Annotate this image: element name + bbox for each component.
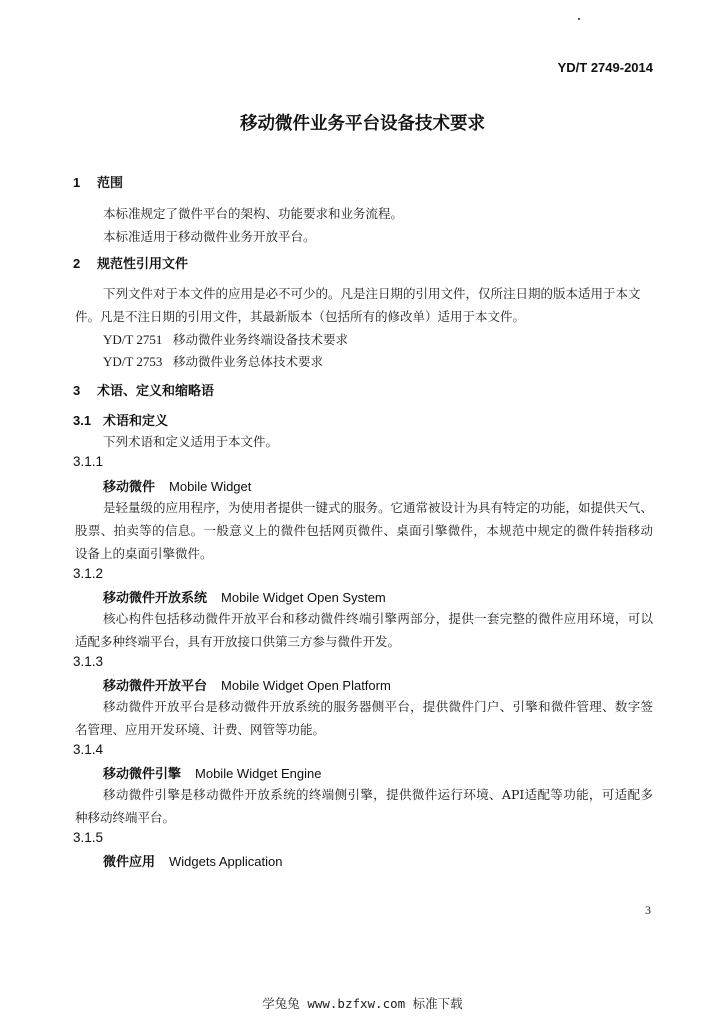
paragraph-line: 移动微件开放平台是移动微件开放系统的服务器侧平台，提供微件门户、引擎和微件管理、数字签 (103, 699, 653, 714)
paragraph-line: 是轻量级的应用程序，为使用者提供一键式的服务。它通常被设计为具有特定的功能，如提供天气、 (103, 500, 654, 515)
clause-number: 3.1.1 (73, 454, 104, 469)
page-number: 3 (645, 903, 651, 917)
reference-code: YD/T 2751 (103, 332, 163, 347)
reference-title: 移动微件业务总体技术要求 (173, 354, 324, 369)
term-en: Mobile Widget Open System (221, 590, 386, 605)
paragraph-line: 移动微件引擎是移动微件开放系统的终端侧引擎，提供微件运行环境、API适配等功能，可适配多 (103, 787, 653, 802)
reference-item (103, 352, 323, 370)
section-number: 3 (73, 383, 81, 398)
term-en: Mobile Widget Engine (195, 766, 322, 781)
term-en: Mobile Widget (169, 479, 252, 494)
term-en: Mobile Widget Open Platform (221, 678, 391, 693)
paragraph-line: 件。凡是不注日期的引用文件，其最新版本（包括所有的修改单）适用于本文件。 (75, 309, 526, 324)
reference-title: 移动微件业务终端设备技术要求 (173, 332, 349, 347)
subsection-title: 术语和定义 (103, 414, 169, 429)
paragraph-line: 适配多种终端平台，具有开放接口供第三方参与微件开发。 (75, 634, 401, 649)
paragraph-line: 名管理、应用开发环境、计费、网管等功能。 (75, 722, 326, 737)
document-title: 移动微件业务平台设备技术要求 (240, 114, 485, 134)
paragraph-line: 股票、拍卖等的信息。一般意义上的微件包括网页微件、桌面引擎微件，本规范中规定的微件转指移动 (75, 523, 653, 538)
section-title: 术语、定义和缩略语 (97, 384, 215, 399)
term-en: Widgets Application (169, 854, 283, 869)
term-zh: 移动微件 (103, 480, 156, 495)
subsection-3-1-heading (73, 410, 168, 429)
clause-number: 3.1.4 (73, 742, 104, 757)
term-heading (103, 587, 386, 606)
clause-number: 3.1.5 (73, 830, 104, 845)
standard-number: YD/T 2749-2014 (557, 60, 653, 75)
paragraph-line: 设备上的桌面引擎微件。 (75, 546, 213, 561)
section-title: 范围 (97, 176, 124, 191)
clause-number: 3.1.3 (73, 654, 104, 669)
footer-watermark: 学兔兔 www.bzfxw.com 标准下载 (262, 996, 463, 1011)
section-title: 规范性引用文件 (97, 257, 189, 272)
term-heading (103, 476, 251, 495)
paragraph-line: 本标准适用于移动微件业务开放平台。 (103, 229, 316, 244)
term-heading (103, 763, 321, 782)
paragraph-line: 种移动终端平台。 (75, 810, 176, 825)
term-heading (103, 675, 391, 694)
subsection-number: 3.1 (73, 413, 92, 428)
term-zh: 移动微件开放系统 (103, 591, 208, 606)
section-1-heading (73, 172, 123, 191)
section-3-heading (73, 380, 214, 399)
paragraph-line: 核心构件包括移动微件开放平台和移动微件终端引擎两部分，提供一套完整的微件应用环境，可以 (103, 611, 653, 626)
term-zh: 移动微件开放平台 (103, 679, 208, 694)
term-zh: 微件应用 (103, 855, 156, 870)
paragraph-line: 下列文件对于本文件的应用是必不可少的。凡是注日期的引用文件，仅所注日期的版本适用于本文 (103, 286, 641, 301)
section-number: 2 (73, 256, 81, 271)
term-heading (103, 851, 282, 870)
section-2-heading (73, 253, 188, 272)
section-number: 1 (73, 175, 81, 190)
scan-speck (578, 18, 580, 20)
term-zh: 移动微件引擎 (103, 767, 182, 782)
paragraph-line: 下列术语和定义适用于本文件。 (103, 434, 279, 449)
paragraph-line: 本标准规定了微件平台的架构、功能要求和业务流程。 (103, 206, 404, 221)
clause-number: 3.1.2 (73, 566, 104, 581)
reference-item (103, 330, 348, 348)
reference-code: YD/T 2753 (103, 354, 163, 369)
